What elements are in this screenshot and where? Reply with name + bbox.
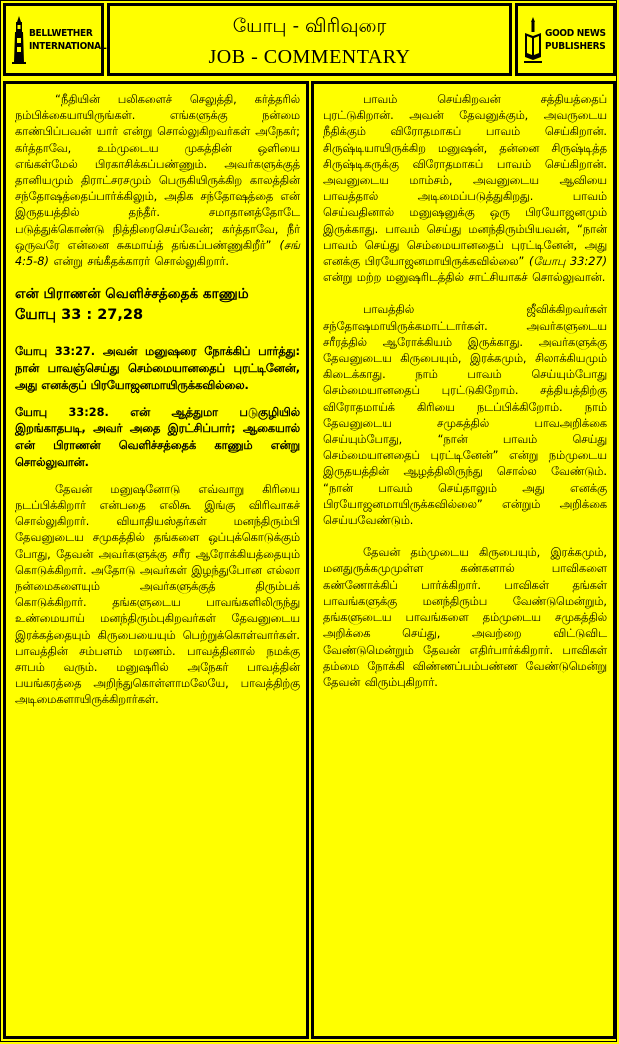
logo-left-line-2: INTERNATIONAL [29,40,107,52]
body-paragraph: தேவன் மனுஷனோடு எவ்வாறு கிரியை நடப்பிக்கிறார் என்பதை எலிகூ இங்கு விரிவாகச் சொல்லுகிறார். வியாதியஸ்தர்கள் மனந்திரும்பி தேவனுடைய சமுகத்தில் தங்களை ஒப்புக்கொடுக்கும் போது, தேவன் அவர்களுக்கு சரீர ஆரோக்கியத்தையும் கொடுக்கிறார். அதோடு அவர்கள் இழந்துபோன எல்லா நன்மைகளையும் அவர்களுக்குத் திரும்பக் கொடுக்கிறார். தங்களுடைய பாவங்களிலிருந்து உண்மையாய் மனந்திரும்புகிறவர்கள் தேவனுடைய இரக்கத்தையும் கிருபையையும் பெற்றுக்கொள்வார்கள். பாவத்தின் சம்பளம் மரணம். பாவத்தினால் நமக்கு சாபம் வரும். மனுஷரில் அநேகர் பாவத்தின் பயங்கரத்தை அறிந்துகொள்ளாமலேயே, பாவத்திற்கு அடிமைகளாயிருக்கிறார்கள். [15,482,300,707]
right-column [311,81,616,1039]
intro-tail: என்று சங்கீதக்காரர் சொல்லுகிறார். [53,255,229,269]
title-tamil: யோபு - விரிவுரை [232,15,387,37]
verse-28: யோபு 33:28. என் ஆத்துமா படுகுழியில் இறங்காதபடி, அவர் அதை இரட்சிப்பார்; ஆகையால் என் பிராணன் வெளிச்சத்தைக் காணும் என்று சொல்லுவான். [15,405,300,470]
section-reference: யோபு 33 : 27,28 [15,307,144,324]
verse-27: யோபு 33:27. அவன் மனுஷரை நோக்கிப் பார்த்து: நான் பாவஞ்செய்து செம்மையானதைப் புரட்டினேன், அது எனக்குப் பிரயோஜனமாயிருக்கவில்லை. [15,345,300,392]
title-box [107,3,512,76]
bell-tower-icon [12,16,26,64]
logo-right-line-2: PUBLISHERS [545,40,606,52]
page-header [3,3,616,76]
left-column [3,81,309,1039]
logo-left-line-1: BELLWETHER [29,27,93,39]
intro-quote-paragraph [15,92,300,270]
logo-right-line-1: GOOD NEWS [545,27,606,39]
intro-quote: “நீதியின் பலிகளைச் செலுத்தி, கர்த்தரில் நம்பிக்கையாயிருங்கள். எங்களுக்கு நன்மை காண்பிப்பவன் யார் என்று சொல்லுகிறவர்கள் அநேகர்; கர்த்தாவே, உம்முடைய முகத்தின் ஒளியை எங்கள்மேல் பிரகாசிக்கப்பண்ணும். அவர்களுக்குத் தானியமும் திராட்சரசமும் பெருகியிருக்கிற காலத்தின் சந்தோஷத்தைப்பார்க்கிலும், அதிக சந்தோஷத்தை என் இருதயத்தில் தந்தீர். சமாதானத்தோடே படுத்துக்கொண்டு நித்திரைசெய்வேன்; கர்த்தாவே, நீர் ஒருவரே என்னை சுகமாய்த் தங்கப்பண்ணுகிறீர்” [15,93,300,252]
title-english: JOB - COMMENTARY [208,46,411,68]
right-paragraph-1-reference: (யோபு 33:27) [529,255,608,269]
publisher-logo-left [3,3,107,76]
right-paragraph-2: பாவத்தில் ஜீவிக்கிறவர்கள் சந்தோஷமாயிருக்கமாட்டார்கள். அவர்களுடைய சரீரத்தில் ஆரோக்கியம் இருக்காது. அவர்களுக்கு தேவனுடைய கிருபையும், இரக்கமும், சிலாக்கியமும் கிடைக்காது. நாம் பாவம் செய்யும்போது செம்மையானதைப் புரட்டுகிறோம். சத்தியத்திற்கு விரோதமாய்க் கிரியை நடப்பிக்கிறோம். நாம் தேவனுடைய சமுகத்தில் பாவஅறிக்கை செய்யும்போது, “நான் பாவம் செய்து செம்மையானதைப் புரட்டினேன்” என்று நம்முடைய இருதயத்தின் ஆழத்திலிருந்து சொல்ல வேண்டும். “நான் பாவம் செய்தாலும் அது எனக்கு பிரயோஜனமாயிருக்கவில்லை” என்றும் அறிக்கை செய்யவேண்டும். [323,303,607,528]
publisher-logo-right [515,3,616,76]
section-heading: என் பிராணன் வெளிச்சத்தைக் காணும் [15,286,249,303]
right-paragraph-1-tail: என்று மற்ற மனுஷரிடத்தில் சாட்சியாகச் சொல்லுவான். [323,271,606,285]
intro-reference: (சங் 4:5-8) [15,238,300,269]
right-paragraph-1-text: பாவம் செய்கிறவன் சத்தியத்தைப் புரட்டுகிறான். அவன் தேவனுக்கும், அவருடைய நீதிக்கும் விரோதமாகப் பாவம் செய்கிறான். சிருஷ்டியாயிருக்கிற மனுஷன், தன்னை சிருஷ்டித்த சிருஷ்டிகருக்கு விரோதமாகப் பாவம் செய்கிறான். அவனுடைய மாம்சம், அவனுடைய ஆவியை பாவத்தால் அடிமைப்படுத்துகிறது. பாவம் செய்வதினால் மனுஷனுக்கு ஒரு பிரயோஜனமும் இருக்காது. பாவம் செய்து மனந்திரும்பியவன், “நான் பாவம் செய்து செம்மையானதைப் புரட்டினேன், அது எனக்கு பிரயோஜனமாயிருக்கவில்லை” [323,93,607,269]
open-book-icon [524,17,542,63]
right-paragraph-3: தேவன் தம்முடைய கிருபையும், இரக்கமும், மனதுருக்கமுமுள்ள கண்களால் பாவிகளை கண்ணோக்கிப் பார்க்கிறார். பாவிகள் தங்கள் பாவங்களுக்கு மனந்திரும்ப வேண்டுமென்றும், தங்களுடைய பாவங்களை தம்முடைய சமுகத்தில் அறிக்கை செய்து, அவற்றை விட்டுவிட வேண்டுமென்றும் தேவன் எதிர்பார்க்கிறார். பாவிகள் தம்மை நோக்கி விண்ணப்பம்பண்ண வேண்டுமென்று தேவன் விரும்புகிறார். [323,546,607,689]
right-paragraph-1 [323,92,607,286]
